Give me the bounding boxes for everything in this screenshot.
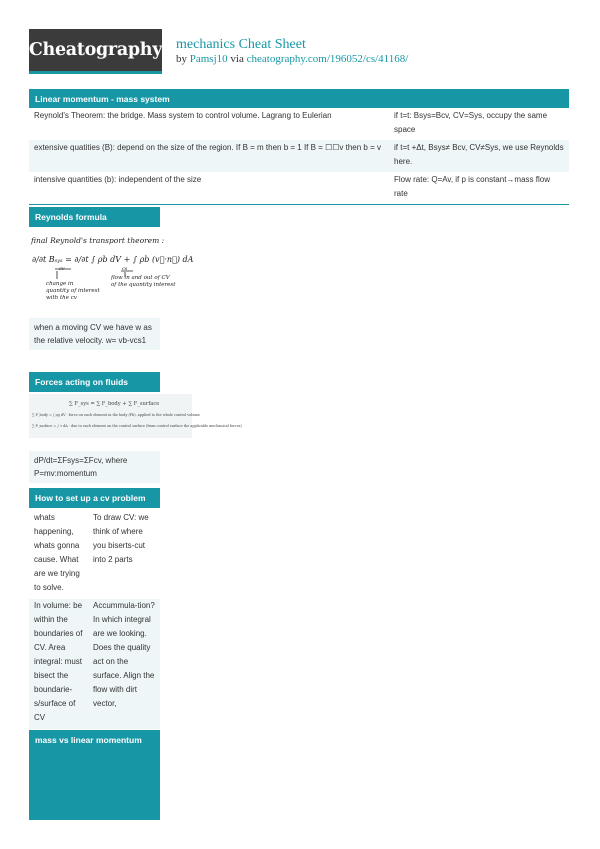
- table-cell: extensive quatities (B): depend on the size of the region. If B = m then b = 1 If B = ☐☐v then b = v: [34, 143, 381, 152]
- section-bottom-rule: [29, 819, 160, 820]
- via-text: via: [230, 53, 244, 65]
- section-mass-vs-linear: [29, 730, 160, 819]
- force-eq-3: ∑ F_surface = ∫ τ dA · due to each element on the control surface (from control surface the applicable mechanical forces): [32, 424, 242, 428]
- note-right-1: flow in and out of CV: [111, 275, 170, 281]
- section-header-cv-problem: [29, 488, 160, 508]
- table-cell: if t=t: Bsys=Bcv, CV=Sys, occupy the same space: [394, 111, 548, 134]
- table-cell: whats happening, whats gonna cause. What are we trying to solve.: [34, 513, 80, 592]
- force-eq-2: ∑ F_body = ∫ ρg dV · force on each element in the body (Fb), applied to the whole control volume: [32, 413, 200, 417]
- sheet-url-link[interactable]: cheatography.com/196052/cs/41168/: [246, 53, 409, 65]
- section-header-linear-momentum: [29, 89, 569, 108]
- table-cell: Flow rate: Q=Av, if p is constant→mass flow rate: [394, 175, 550, 198]
- table-row: [29, 511, 160, 599]
- reynolds-handwritten-image: [29, 229, 192, 317]
- cv-problem-table: [29, 511, 160, 729]
- note-right-2: of the quantity interest: [111, 282, 176, 288]
- section-header-reynolds: [29, 207, 160, 227]
- author-link[interactable]: Pamsj10: [189, 53, 228, 65]
- note-left-3: with the cv: [46, 295, 77, 301]
- by-prefix: by: [176, 53, 187, 65]
- table-cell: To draw CV: we think of where you biserts-cut into 2 parts: [93, 513, 149, 564]
- forces-equation-image: [29, 394, 242, 438]
- logo-text: Cheatography: [28, 40, 163, 60]
- reynolds-equation-drawing: [29, 229, 192, 317]
- section-title: Forces acting on fluids: [35, 377, 129, 387]
- force-eq-1: ∑ F_sys = ∑ F_body + ∑ F_surface: [69, 401, 160, 407]
- table-row: [29, 599, 160, 729]
- note-left-2: quantity of interest: [46, 288, 100, 294]
- linear-momentum-table: [29, 108, 569, 205]
- byline: [176, 53, 408, 65]
- table-cell: In volume: be within the boundaries of CV. Area integral: must bisect the boundarie-s/surface of CV: [34, 601, 83, 722]
- table-cell: Accummula-tion? In which integral are we looking. Does the quality act on the surface. Align the flow with dirt vector,: [93, 601, 155, 708]
- table-row: [29, 172, 569, 204]
- svg-text:∂/∂t Bsys = ∂/∂t ∫ ρb dV + ∫ ρ: ∂/∂t Bsys = ∂/∂t ∫ ρb dV + ∫ ρb (v⃗·n⃗) dA: [32, 255, 194, 264]
- reynolds-note: when a moving CV we have w as the relative velocity. w= vb-vcs1: [29, 318, 160, 350]
- svg-text:cv: cv: [59, 266, 65, 272]
- forces-equation-drawing: [29, 394, 242, 438]
- forces-text-block: [29, 451, 160, 483]
- table-row: [29, 108, 569, 140]
- table-cell: intensive quantities (b): independent of the size: [34, 175, 202, 184]
- section-header-forces: [29, 372, 160, 392]
- section-title: Reynolds formula: [35, 212, 107, 222]
- forces-note: dP/dt=ΣFsys=ΣFcv, where P=mv:momentum: [29, 451, 160, 483]
- page-title: mechanics Cheat Sheet: [176, 37, 306, 52]
- table-cell: Reynold's Theorem: the bridge. Mass system to control volume. Lagrang to Eulerian: [34, 111, 332, 120]
- section-title: Linear momentum - mass system: [35, 93, 170, 104]
- table-row: [29, 140, 569, 172]
- handwritten-title: final Reynold's transport theorem :: [31, 236, 165, 245]
- section-title: mass vs linear momentum: [35, 735, 142, 745]
- section-title: How to set up a cv problem: [35, 493, 146, 503]
- reynolds-text-block: [29, 318, 160, 350]
- cheatography-logo[interactable]: [29, 29, 162, 74]
- table-cell: if t=t +Δt, Bsys≠ Bcv, CV≠Sys, we use Reynolds here.: [394, 143, 564, 166]
- note-left-1: change in: [46, 281, 74, 287]
- svg-text:cs: cs: [122, 266, 128, 272]
